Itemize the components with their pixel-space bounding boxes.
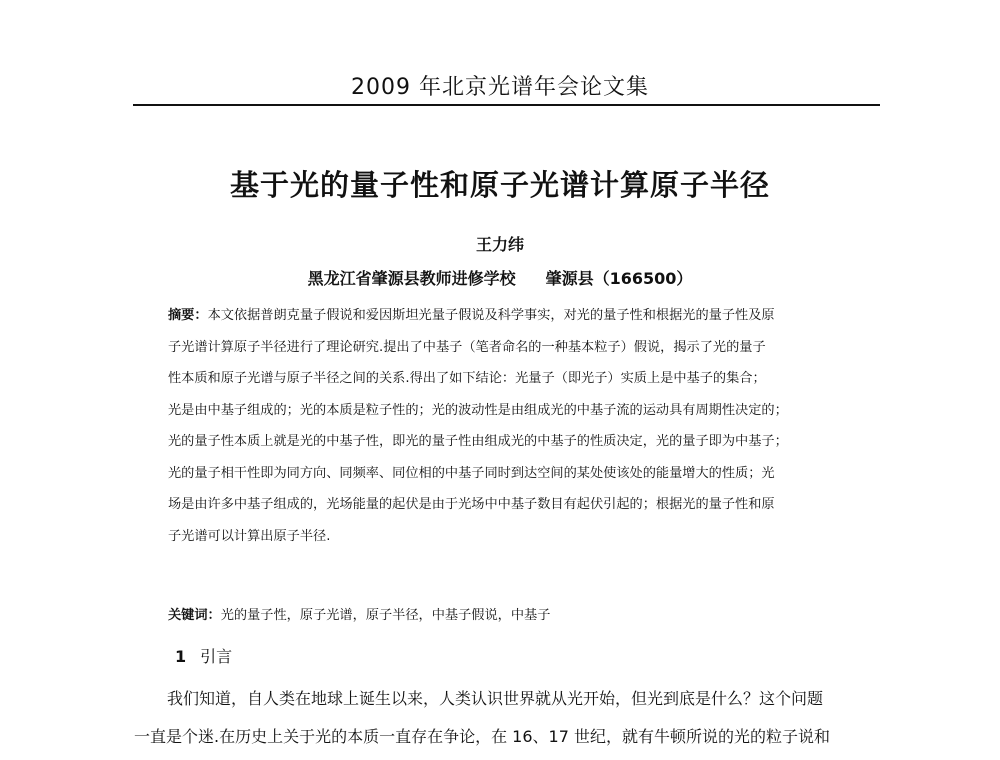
keywords-label: 关键词： bbox=[168, 608, 221, 623]
abstract-line: 光的量子相干性即为同方向、同频率、同位相的中基子同时到达空间的某处使该处的能量增大的性质；光 bbox=[168, 465, 775, 481]
abstract-line: 光的量子性本质上就是光的中基子性，即光的量子性由组成光的中基子的性质决定，光的量子即为中基子； bbox=[168, 434, 788, 449]
abstract-text: 本文依据普朗克量子假说和爱因斯坦光量子假说及科学事实，对光的量子性和根据光的量子性及原 bbox=[207, 308, 775, 323]
affiliation-institution: 黑龙江省肇源县教师进修学校 bbox=[307, 269, 516, 288]
abstract bbox=[168, 300, 858, 552]
header-rule bbox=[133, 104, 880, 106]
affiliation bbox=[0, 266, 1000, 289]
section-heading bbox=[175, 644, 232, 667]
keywords bbox=[168, 604, 550, 623]
abstract-line: 子光谱计算原子半径进行了理论研究.提出了中基子（笔者命名的一种基本粒子）假说，揭示了光的量子 bbox=[168, 339, 766, 355]
paper-title: 基于光的量子性和原子光谱计算原子半径 bbox=[229, 168, 770, 202]
abstract-label: 摘要： bbox=[168, 308, 208, 323]
author-name: 王力纬 bbox=[475, 235, 524, 254]
abstract-line bbox=[168, 300, 858, 332]
abstract-line: 子光谱可以计算出原子半径. bbox=[168, 528, 331, 544]
running-header: 2009 年北京光谱年会论文集 bbox=[351, 75, 649, 100]
keywords-text: 光的量子性，原子光谱，原子半径，中基子假说，中基子 bbox=[220, 608, 551, 623]
body-text bbox=[134, 680, 879, 756]
affiliation-location: 肇源县（166500） bbox=[545, 269, 693, 288]
body-line: 一直是个迷.在历史上关于光的本质一直存在争论，在 16、17 世纪，就有牛顿所说的光的粒子说和 bbox=[134, 727, 830, 746]
section-title: 引言 bbox=[200, 647, 233, 666]
abstract-line: 性本质和原子光谱与原子半径之间的关系.得出了如下结论：光量子（即光子）实质上是中基子的集合； bbox=[168, 371, 766, 386]
body-line: 我们知道，自人类在地球上诞生以来，人类认识世界就从光开始，但光到底是什么？这个问题 bbox=[167, 689, 824, 708]
abstract-line: 光是由中基子组成的；光的本质是粒子性的；光的波动性是由组成光的中基子流的运动具有周期性决定的； bbox=[168, 402, 788, 418]
abstract-line: 场是由许多中基子组成的，光场能量的起伏是由于光场中中基子数目有起伏引起的；根据光的量子性和原 bbox=[168, 497, 775, 512]
section-number: 1 bbox=[175, 647, 187, 666]
